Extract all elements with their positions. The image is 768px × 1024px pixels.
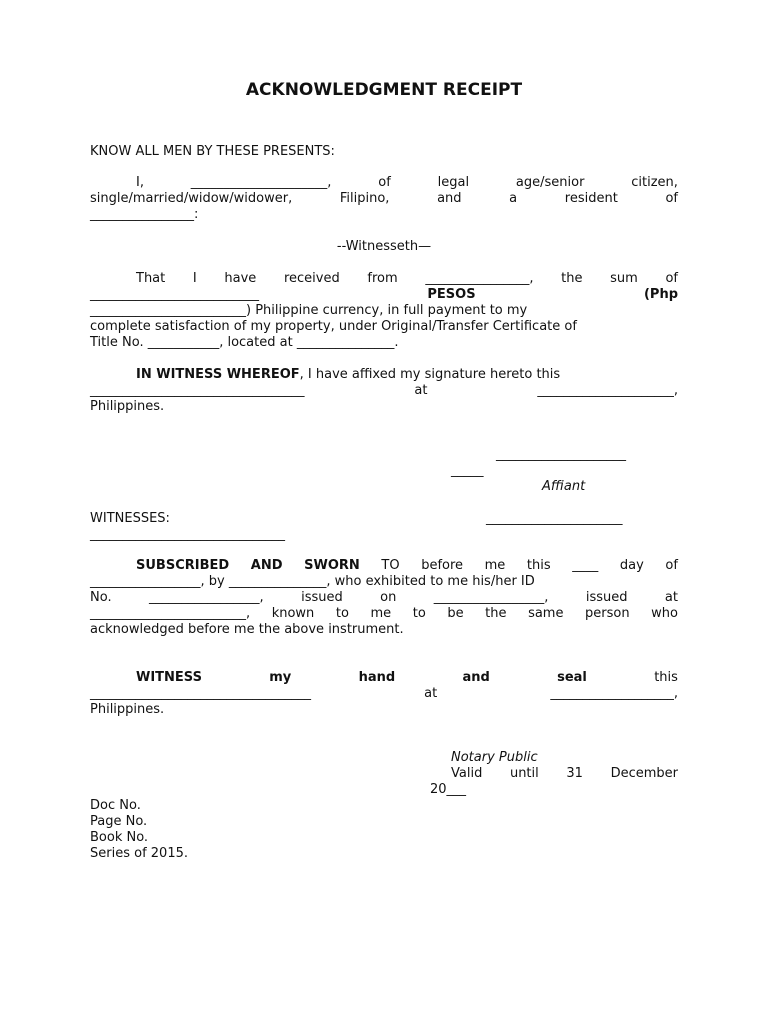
blank-name: _____________________, [190, 175, 332, 190]
word: day [619, 558, 644, 573]
sworn-word: SWORN [304, 558, 360, 573]
word: a [509, 191, 518, 206]
word: of [665, 558, 678, 573]
word: No. [90, 590, 112, 605]
my-word: my [269, 670, 292, 685]
p2-line-1 [136, 271, 678, 287]
word: of [665, 271, 678, 286]
word: age/senior [515, 175, 585, 190]
valid-until-line [451, 766, 678, 782]
word: legal [437, 175, 470, 190]
affiant-label: Affiant [542, 479, 586, 494]
p4-line-4 [90, 606, 678, 622]
blank-amount-words: __________________________ [90, 287, 259, 302]
word: have [224, 271, 257, 286]
word: issued [585, 590, 628, 605]
page-no: Page No. [90, 814, 148, 829]
affiant-signature-line: ____________________ [496, 447, 626, 462]
word: That [136, 271, 166, 286]
p5-line-1 [136, 670, 678, 686]
witness-word: WITNESS [136, 670, 202, 685]
word: known [271, 606, 315, 621]
word: and [437, 191, 462, 206]
valid-year: 20___ [430, 782, 467, 797]
word: single/married/widow/widower, [90, 191, 293, 206]
p3-line-2 [90, 383, 678, 399]
and-word: and [462, 670, 490, 685]
word: of [665, 191, 678, 206]
word: I [192, 271, 197, 286]
p3-line-3: Philippines. [90, 399, 165, 414]
word: to [412, 606, 426, 621]
word: the [485, 606, 507, 621]
p2-line-4: complete satisfaction of my property, under Original/Transfer Certificate of [90, 319, 577, 334]
php-label: (Php [643, 287, 678, 302]
word: at [414, 383, 428, 398]
pesos-label: PESOS [427, 287, 476, 302]
p2-line-5: Title No. ___________, located at _______________. [90, 335, 399, 350]
word: at [424, 686, 438, 701]
word: December [610, 766, 678, 781]
blank-from: ________________, [425, 271, 534, 286]
subscribed-word: SUBSCRIBED [136, 558, 230, 573]
word: be [447, 606, 464, 621]
blank-place: ___________________, [550, 686, 678, 701]
p4-line-3 [90, 590, 678, 606]
p1-line-3: ________________: [90, 207, 199, 222]
word: before [421, 558, 464, 573]
in-witness-whereof: IN WITNESS WHEREOF [136, 367, 300, 382]
word: issued [301, 590, 343, 605]
word: to [335, 606, 349, 621]
p3-line-1 [136, 367, 560, 383]
word: me [370, 606, 392, 621]
word: this [526, 558, 551, 573]
p4-line-1 [136, 558, 678, 574]
word: on [380, 590, 397, 605]
witnesseth-heading: --Witnesseth— [336, 239, 432, 254]
blank-id: _________________, [149, 590, 264, 605]
intro-line: KNOW ALL MEN BY THESE PRESENTS: [90, 144, 335, 159]
witness-line-left: ______________________________ [90, 527, 285, 542]
blank-date: __________________________________ [90, 686, 311, 701]
word: same [528, 606, 564, 621]
word: of [378, 175, 391, 190]
word: person [585, 606, 630, 621]
word: 31 [566, 766, 583, 781]
word: Valid [451, 766, 483, 781]
word: me [484, 558, 506, 573]
p3-line-1-rest: , I have affixed my signature hereto this [299, 367, 561, 382]
witnesses-label: WITNESSES: [90, 511, 170, 526]
blank-issued-at: ________________________, [90, 606, 251, 621]
amount-line: ________________________) Philippine currency, in full payment to my [90, 303, 528, 318]
notary-public-label: Notary Public [451, 750, 538, 765]
book-no: Book No. [90, 830, 149, 845]
p2-line-2 [90, 287, 678, 303]
and-word: AND [250, 558, 283, 573]
word: who [651, 606, 678, 621]
p4-line-2: _________________, by _______________, who exhibited to me his/her ID [90, 574, 535, 589]
word: until [509, 766, 539, 781]
p1-line-1 [136, 175, 678, 191]
p1-line-2 [90, 191, 678, 207]
blank-issued-on: _________________, [433, 590, 549, 605]
word: this [654, 670, 678, 685]
word: received [283, 271, 340, 286]
p5-line-2 [90, 686, 678, 702]
word: at [664, 590, 678, 605]
blank-day: ____ [572, 558, 599, 573]
seal-word: seal [557, 670, 587, 685]
blank-place: _____________________, [537, 383, 678, 398]
series-year: Series of 2015. [90, 846, 188, 861]
affiant-signature-line-cont: _____ [451, 463, 484, 478]
blank-date: _________________________________ [90, 383, 305, 398]
word: from [367, 271, 398, 286]
p4-line-5: acknowledged before me the above instrument. [90, 622, 404, 637]
word: citizen, [631, 175, 678, 190]
document-title: ACKNOWLEDGMENT RECEIPT [245, 80, 523, 100]
word: sum [610, 271, 638, 286]
witness-line-right: _____________________ [486, 511, 623, 526]
doc-no: Doc No. [90, 798, 141, 813]
p5-line-3: Philippines. [90, 702, 165, 717]
word: resident [564, 191, 618, 206]
word: the [561, 271, 583, 286]
word: Filipino, [339, 191, 390, 206]
p2-line-3 [90, 303, 678, 319]
hand-word: hand [358, 670, 396, 685]
word: TO [381, 558, 400, 573]
word: I, [136, 175, 144, 190]
